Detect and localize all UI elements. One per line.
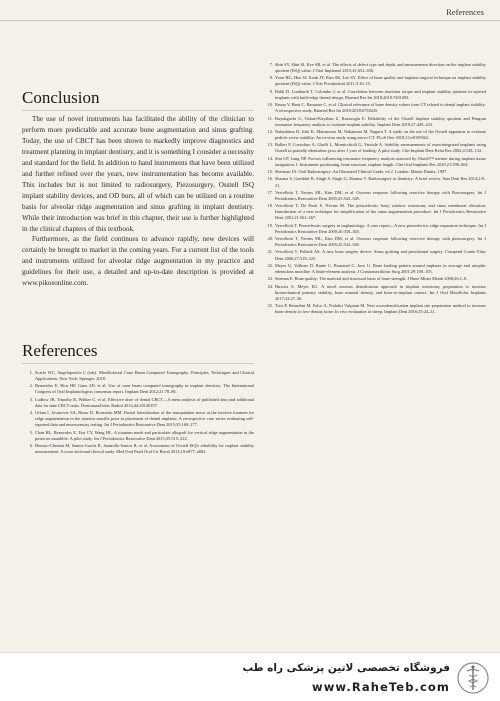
reference-text: Yoon HG, Heo SJ, Koak JY, Kim SK, Lee SY. Effect of bone quality and implant surgical technique on implant stability quotient (ISQ) value. J Adv Prosthodont 2011;3:10–15. (275, 75, 486, 87)
conclusion-paragraph: Furthermore, as the field continues to advance rapidly, new devices will certainly be brought to market in the coming years. For a current list of the tools and instruments utilized for alveolar ridge augmentation in my practice and guidelines for their use, a detailed and up-to-date description is provided at www.pikosonline.com. (22, 235, 254, 288)
reference-list-left (22, 370, 254, 456)
reference-number: 5. (29, 429, 33, 435)
reference-item (262, 203, 486, 221)
reference-item (262, 89, 486, 101)
reference-item (262, 156, 486, 168)
reference-text: Sim CP, Lang NP. Factors influencing resonance frequency analysis assessed by Osstell™ mentor during implant tissue integration: I. Instrument positioning, bone structure, implant length. Clin Oral Implants Res 2010;21:598–604. (275, 155, 486, 167)
reference-number: 9. (269, 88, 273, 94)
reference-number: 19. (267, 222, 273, 228)
reference-item (22, 430, 254, 442)
reference-number: 20. (267, 236, 273, 242)
reference-text: Shin SY, Shin SI, Kye SB, et al. The effects of defect type and depth, and measurement direction on the implant stability quotient (ISQ) value. J Oral Implantol 2015;41:652–656. (275, 62, 486, 74)
reference-text: Urban I, Jovanovic SA, Buser D, Bornstein MM. Partial lateralization of the nasopalatine nerve at the incisive foramen for ridge augmentation in the anterior maxilla prior to placement of dental implants: A retrospective case series evaluating self-reported data and neurosensory testing. Int J Periodontics Restorative Dent 2015;35:169–177. (35, 410, 254, 428)
reference-number: 18. (267, 203, 273, 209)
reference-number: 23. (267, 276, 273, 282)
reference-number: 24. (267, 283, 273, 289)
reference-item (262, 129, 486, 141)
store-url[interactable]: www.RaheTeb.com (311, 680, 450, 694)
conclusion-rule (22, 110, 254, 111)
reference-text: Vercellotti T, De Paoli S, Nevins M. The piezoelectric bony window osteotomy and sinus membrane elevation: Introduction of a new technique for simplification of the sinus augmentation procedure. Int J Periodontics Restorative Dent 2001;21:561–567. (275, 203, 486, 221)
reference-number: 15. (267, 169, 273, 175)
reference-text: Sharma S, Gambhir R, Singh S, Singh G, Sharma V. Radiosurgery in dentistry: A brief review. Ann Dent Res 2014;2:8–21. (275, 176, 486, 188)
footer-banner (0, 652, 500, 701)
reference-text: Vercellotti T, Nevins ML, Kim DM, et al. Osseous response following resective therapy with piezosurgery. Int J Periodontics Restorative Dent 2005;25:543–549. (275, 236, 486, 248)
reference-number: 12. (267, 128, 273, 134)
conclusion-heading: Conclusion (22, 88, 100, 107)
reference-list-right (262, 62, 486, 316)
reference-number: 16. (267, 176, 273, 182)
reference-item (22, 397, 254, 409)
reference-number: 7. (269, 62, 273, 67)
reference-text: Vercellotti T. Piezoelectric surgery in implantology: A case report—A new piezoelectric ridge expansion technique. Int J Periodontics Restorative Dent 2000;20:358–365. (275, 222, 486, 234)
reference-item (262, 102, 486, 114)
reference-text: Trisi P, Berardini M, Falco A, Podaliri Vulpiani M. New osseodensification implant site preparation method to increase bone density in low-density bone: In vivo evaluation in sheep. Implant Dent 2016;25:24–31. (275, 303, 486, 315)
reference-text: Buyukguclu G, Ozkurt-Kayahan Z, Kazazoglu E. Reliability of the Osstell implant stability quotient and Penguin resonance frequency analysis to evaluate implant stability. Implant Dent 2018;27:429–433. (275, 115, 486, 127)
reference-item (262, 116, 486, 128)
reference-item (22, 410, 254, 428)
reference-number: 3. (29, 396, 33, 402)
reference-number: 1. (29, 370, 33, 375)
reference-item (262, 142, 486, 154)
running-header: References (446, 7, 484, 17)
reference-item (262, 303, 486, 315)
reference-text: Meyer U, Vollmer D, Runte C, Bourauel C, Joos U. Bone loading pattern around implants in average and atrophic edentulous maxillae: A finite-element analysis. J Craniomaxillofac Surg 2001;29:100–105. (275, 262, 486, 274)
reference-number: 2. (29, 383, 33, 389)
conclusion-paragraph: The use of novel instruments has facilitated the ability of the clinician to perform more predictable and accurate bone augmentation and sinus grafting. Today, the use of CBCT has been shown to markedly improve diagnostics and treatment planning in implant dentistry, and it is something I consider a necessity and standard for the field. In addition to hand instruments that have been utilized and further refined over the years, new instrumentation has become available. This includes but is not limited to radiosurgery, Piezosurgery, Osstell ISQ implant stability devices, and OD burs, all of which can be utilized on a routine basis for alveolar ridge augmentation and sinus grafting in implant dentistry. While their introduction was brief in this chapter, their use is further highlighted in the clinical chapters of this textbook. (22, 115, 254, 233)
reference-text: Chan HL, Benavides E, Tsai CY, Wang HL. A titanium mesh and particulate allograft for vertical ridge augmentation in the posterior mandible: A pilot study. Int J Periodontics Restorative Dent 2015;35:515–522. (35, 429, 254, 441)
reference-item (262, 249, 486, 261)
reference-item (262, 62, 486, 74)
store-name: فروشگاه تخصصی لاتین پزشکی راه طب (242, 662, 450, 674)
reference-text: Baldi D, Lombardi T, Colombo J, et al. Correlation between insertion torque and implant stability quotient in tapered implants with knife-edge thread design. Biomed Res Int 2018;2018:7201093. (275, 88, 486, 100)
reference-number: 8. (269, 75, 273, 81)
reference-number: 21. (267, 249, 273, 255)
header-rule (0, 20, 500, 21)
reference-number: 6. (29, 443, 33, 448)
reference-item (262, 190, 486, 202)
reference-item (262, 284, 486, 302)
reference-text: Scarfe WC, Angelopoulos C (eds). Maxillofacial Cone Beam Computed Tomography: Principles, Techniques and Clinical Applications. New York: Springer, 2018. (35, 370, 254, 382)
reference-number: 14. (267, 155, 273, 161)
reference-text: Benavides E, Rios HF, Ganz SD, et al. Use of cone beam computed tomography in implant dentistry: The International Congress of Oral Implantologists consensus report. Implant Dent 2012;21:78–86. (35, 383, 254, 395)
reference-text: Balleri P, Cozzolino A, Ghelli L, Momicchioli G, Varriale A. Stability measurements of osseointegrated implants using Osstell in partially edentulous jaws after 1 year of loading: A pilot study. Clin Implant Dent Relat Res 2002;4:128–132. (275, 142, 486, 154)
reference-number: 22. (267, 262, 273, 268)
references-heading: References (22, 341, 98, 360)
conclusion-body (22, 114, 254, 289)
reference-number: 13. (267, 142, 273, 148)
reference-number: 4. (29, 410, 33, 416)
reference-item (262, 223, 486, 235)
reference-text: Herrero-Climent M, Santos-García R, Jaramillo-Santos R, et al. Assessment of Osstell ISQ's reliability for implant stability measurement: A cross-sectional clinical study. Med Oral Patol Oral Cir Bucal 2013;18:e877–e882. (35, 443, 254, 455)
reference-number: 11. (267, 115, 273, 121)
reference-text: Vercellotti T, Nevins ML, Kim DM, et al. Osseous response following resective therapy with Piezosurgery. Int J Periodontics Restorative Dent 2005;25:543–549. (275, 189, 486, 201)
reference-text: Bruno V, Berti C, Barausse C, et al. Clinical relevance of bone density values from CT related to dental implant stability: A retrospective study. Biomed Res Int 2018;2018:6758245. (275, 102, 486, 114)
reference-text: Nakashima D, Ishii K, Matsumoto M, Nakamura M, Nagura T. A study on the use of the Osstell apparatus to evaluate pedicle screw stability: An in-vitro study using micro-CT. PLoS One 2018;13:e0199362. (275, 128, 486, 140)
reference-number: 10. (267, 102, 273, 108)
reference-item (22, 443, 254, 455)
reference-item (262, 263, 486, 275)
reference-item (22, 370, 254, 382)
reference-item (262, 176, 486, 188)
reference-text: Ludlow JB, Timothy R, Walker C, et al. Effective dose of dental CBCT—A meta analysis of published data and additional data for nine CBCT units. Dentomaxillofac Radiol 2014;44:20140197. (35, 396, 254, 408)
reference-item (262, 276, 486, 282)
reference-text: Huwais S, Meyer EG. A novel osseous densification approach in implant osteotomy preparation to increase biomechanical primary stability, bone mineral density, and bone-to-implant contact. Int J Oral Maxillofac Implants 2017;32:27–36. (275, 283, 486, 301)
reference-text: Sherman JA. Oral Radiosurgery: An Illustrated Clinical Guide, ed 2. London: Martin Dunitz, 1997. (275, 169, 448, 175)
caduceus-logo-icon (456, 661, 490, 695)
reference-text: Vercellotti T, Pollack AS. A new bone surgery device: Sinus grafting and periodontal surgery. Compend Contin Educ Dent 2006;27:319–325. (275, 249, 486, 261)
reference-item (262, 169, 486, 175)
reference-item (22, 383, 254, 395)
reference-item (262, 236, 486, 248)
references-rule (22, 363, 254, 364)
reference-number: 25. (267, 303, 273, 309)
reference-item (262, 75, 486, 87)
reference-text: Seeman E. Bone quality: The material and structural basis of bone strength. J Bone Miner Metab 2008;26:1–8. (275, 276, 468, 282)
reference-number: 17. (267, 189, 273, 195)
